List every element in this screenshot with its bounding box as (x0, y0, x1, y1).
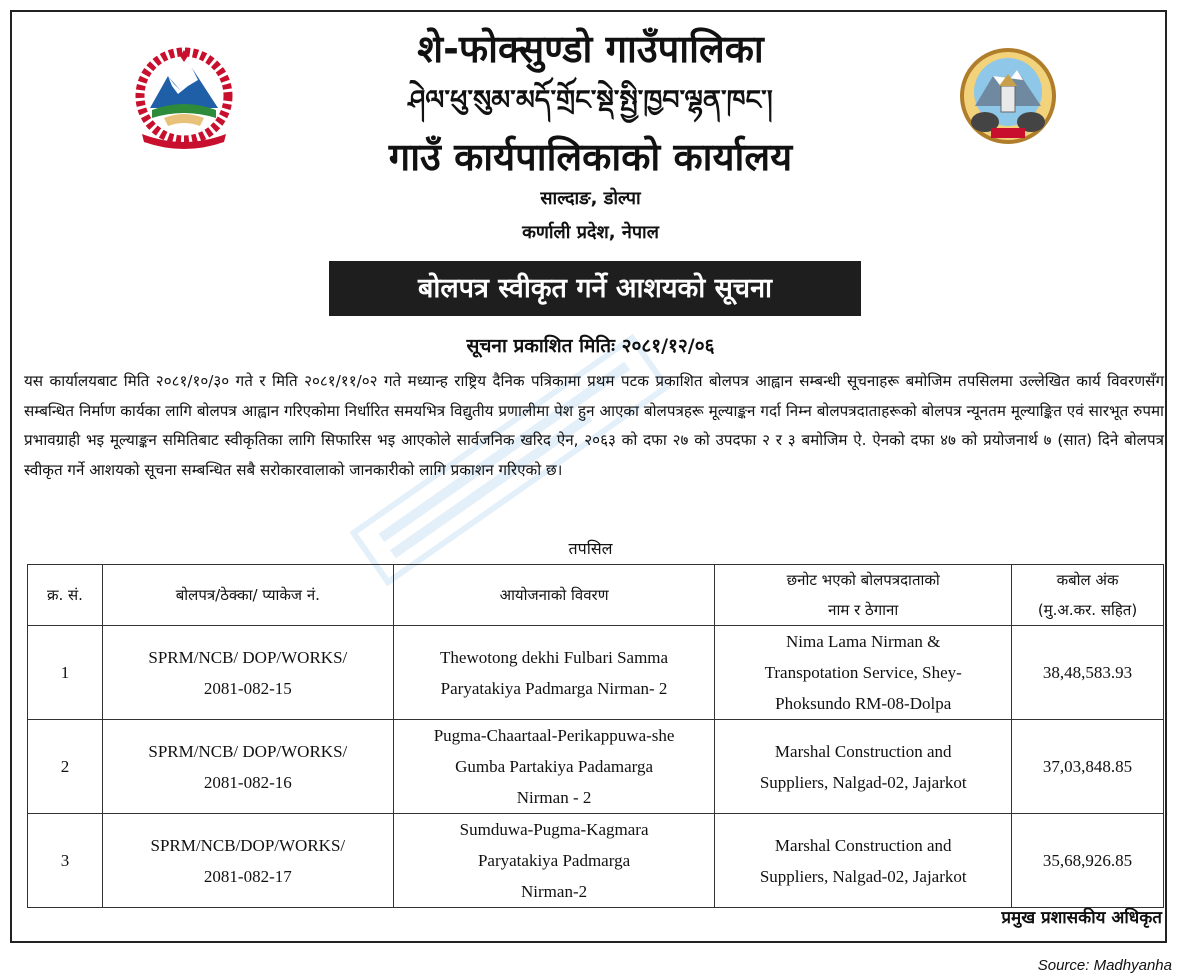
project-line: Nirman - 2 (516, 788, 592, 807)
row-bidder (715, 626, 1012, 720)
project-line: Nirman-2 (521, 882, 588, 901)
row-sn: 1 (28, 626, 103, 720)
header-bidder-line1: छनोट भएको बोलपत्रदाताको (786, 571, 940, 589)
package-line: 2081-082-15 (203, 678, 292, 698)
table-header-row (28, 565, 1164, 626)
notice-title-banner: बोलपत्र स्वीकृत गर्ने आशयको सूचना (329, 261, 861, 316)
project-line: Pugma-Chaartaal-Perikappuwa-she (433, 726, 675, 745)
header-bidder-line2: नाम र ठेगाना (828, 601, 899, 619)
row-package-no (102, 720, 393, 814)
row-project (393, 720, 715, 814)
header-project: आयोजनाको विवरण (393, 565, 715, 626)
bidder-line: Nima Lama Nirman & (786, 632, 941, 651)
row-package-no (102, 626, 393, 720)
row-project (393, 814, 715, 908)
bidder-line: Marshal Construction and (774, 835, 952, 855)
bidder-line: Transpotation Service, Shey- (764, 663, 962, 682)
row-package-no (102, 814, 393, 908)
row-bidder (715, 720, 1012, 814)
bidder-line: Suppliers, Nalgad-02, Jajarkot (759, 866, 967, 886)
table-title: तपसिल (568, 539, 613, 558)
header-bidder (715, 565, 1012, 626)
package-line: SPRM/NCB/DOP/WORKS/ (150, 835, 346, 855)
table-row (28, 720, 1164, 814)
municipality-name-tibetan: ཤེལ་ཕུ་སུམ་མདོ་གྲོང་སྡེ་སྤྱི་ཁྱབ་ལྷན་ཁང་། (408, 85, 773, 116)
project-line: Paryatakiya Padmarga (477, 851, 631, 870)
bid-table (27, 564, 1164, 908)
row-bidder (715, 814, 1012, 908)
table-row (28, 814, 1164, 908)
project-line: Gumba Partakiya Padamarga (455, 757, 654, 776)
row-amount: 38,48,583.93 (1012, 626, 1164, 720)
office-location: साल्दाङ, डोल्पा (540, 188, 641, 209)
header-sn: क्र. सं. (28, 565, 103, 626)
row-sn: 3 (28, 814, 103, 908)
package-line: SPRM/NCB/ DOP/WORKS/ (148, 647, 348, 667)
row-amount: 35,68,926.85 (1012, 814, 1164, 908)
project-line: Sumduwa-Pugma-Kagmara (459, 820, 649, 839)
package-line: 2081-082-17 (203, 866, 292, 886)
municipality-name: शे-फोक्सुण्डो गाउँपालिका (417, 27, 764, 71)
row-amount: 37,03,848.85 (1012, 720, 1164, 814)
table-row (28, 626, 1164, 720)
header-package-no: बोलपत्र/ठेक्का/ प्याकेज नं. (102, 565, 393, 626)
bidder-line: Marshal Construction and (774, 741, 952, 761)
header-amount (1012, 565, 1164, 626)
header-amount-line1: कबोल अंक (1056, 571, 1119, 589)
notice-body: यस कार्यालयबाट मिति २०८१/१०/३० गते र मिति २०८१/११/०२ गते मध्यान्ह राष्ट्रिय दैनिक पत्रिकामा प्रथम पटक प्रकाशित बोलपत्र आह्वान सम्बन्धी सूचनाहरू बमोजिम तपसिलमा उल्लेखित कार्य विवरणसँग सम्बन्धित निर्माण कार्यका लागि बोलपत्र आह्वान गरिएकोमा निर्धारित समयभित्र विद्युतीय प्रणालीमा पेश हुन आएका बोलपत्रहरू मूल्याङ्कन गर्दा निम्न बोलपत्रदाताहरूको बोलपत्र न्यूनतम मूल्याङ्कित एवं सारभूत रुपमा प्रभावग्राही भइ मूल्याङ्कन समितिबाट स्वीकृतिका लागि सिफारिस भइ आएकोले सार्वजनिक खरिद ऐन, २०६३ को दफा २७ को उपदफा २ र ३ बमोजिम ऐ. ऐनको दफा ४७ को प्रयोजनार्थ ७ (सात) दिने बोलपत्र स्वीकृत गर्ने आशयको सूचना सम्बन्धित सबै सरोकारवालाको जानकारीको लागि प्रकाशन गरिएको छ। (24, 372, 1164, 479)
office-province: कर्णाली प्रदेश, नेपाल (522, 222, 659, 243)
office-name: गाउँ कार्यपालिकाको कार्यालय (388, 135, 793, 179)
bidder-line: Phoksundo RM-08-Dolpa (775, 694, 952, 713)
signatory-title: प्रमुख प्रशासकीय अधिकृत (1001, 908, 1162, 928)
bidder-line: Suppliers, Nalgad-02, Jajarkot (759, 772, 967, 792)
row-project (393, 626, 715, 720)
header-amount-line2: (मु.अ.कर. सहित) (1037, 601, 1138, 619)
package-line: SPRM/NCB/ DOP/WORKS/ (148, 741, 348, 761)
row-sn: 2 (28, 720, 103, 814)
source-credit: Source: Madhyanha (1037, 957, 1172, 974)
published-date: सूचना प्रकाशित मितिः २०८१/१२/०६ (466, 335, 715, 357)
project-line: Thewotong dekhi Fulbari Samma (440, 647, 669, 667)
package-line: 2081-082-16 (203, 772, 292, 792)
project-line: Paryatakiya Padmarga Nirman- 2 (440, 678, 668, 698)
